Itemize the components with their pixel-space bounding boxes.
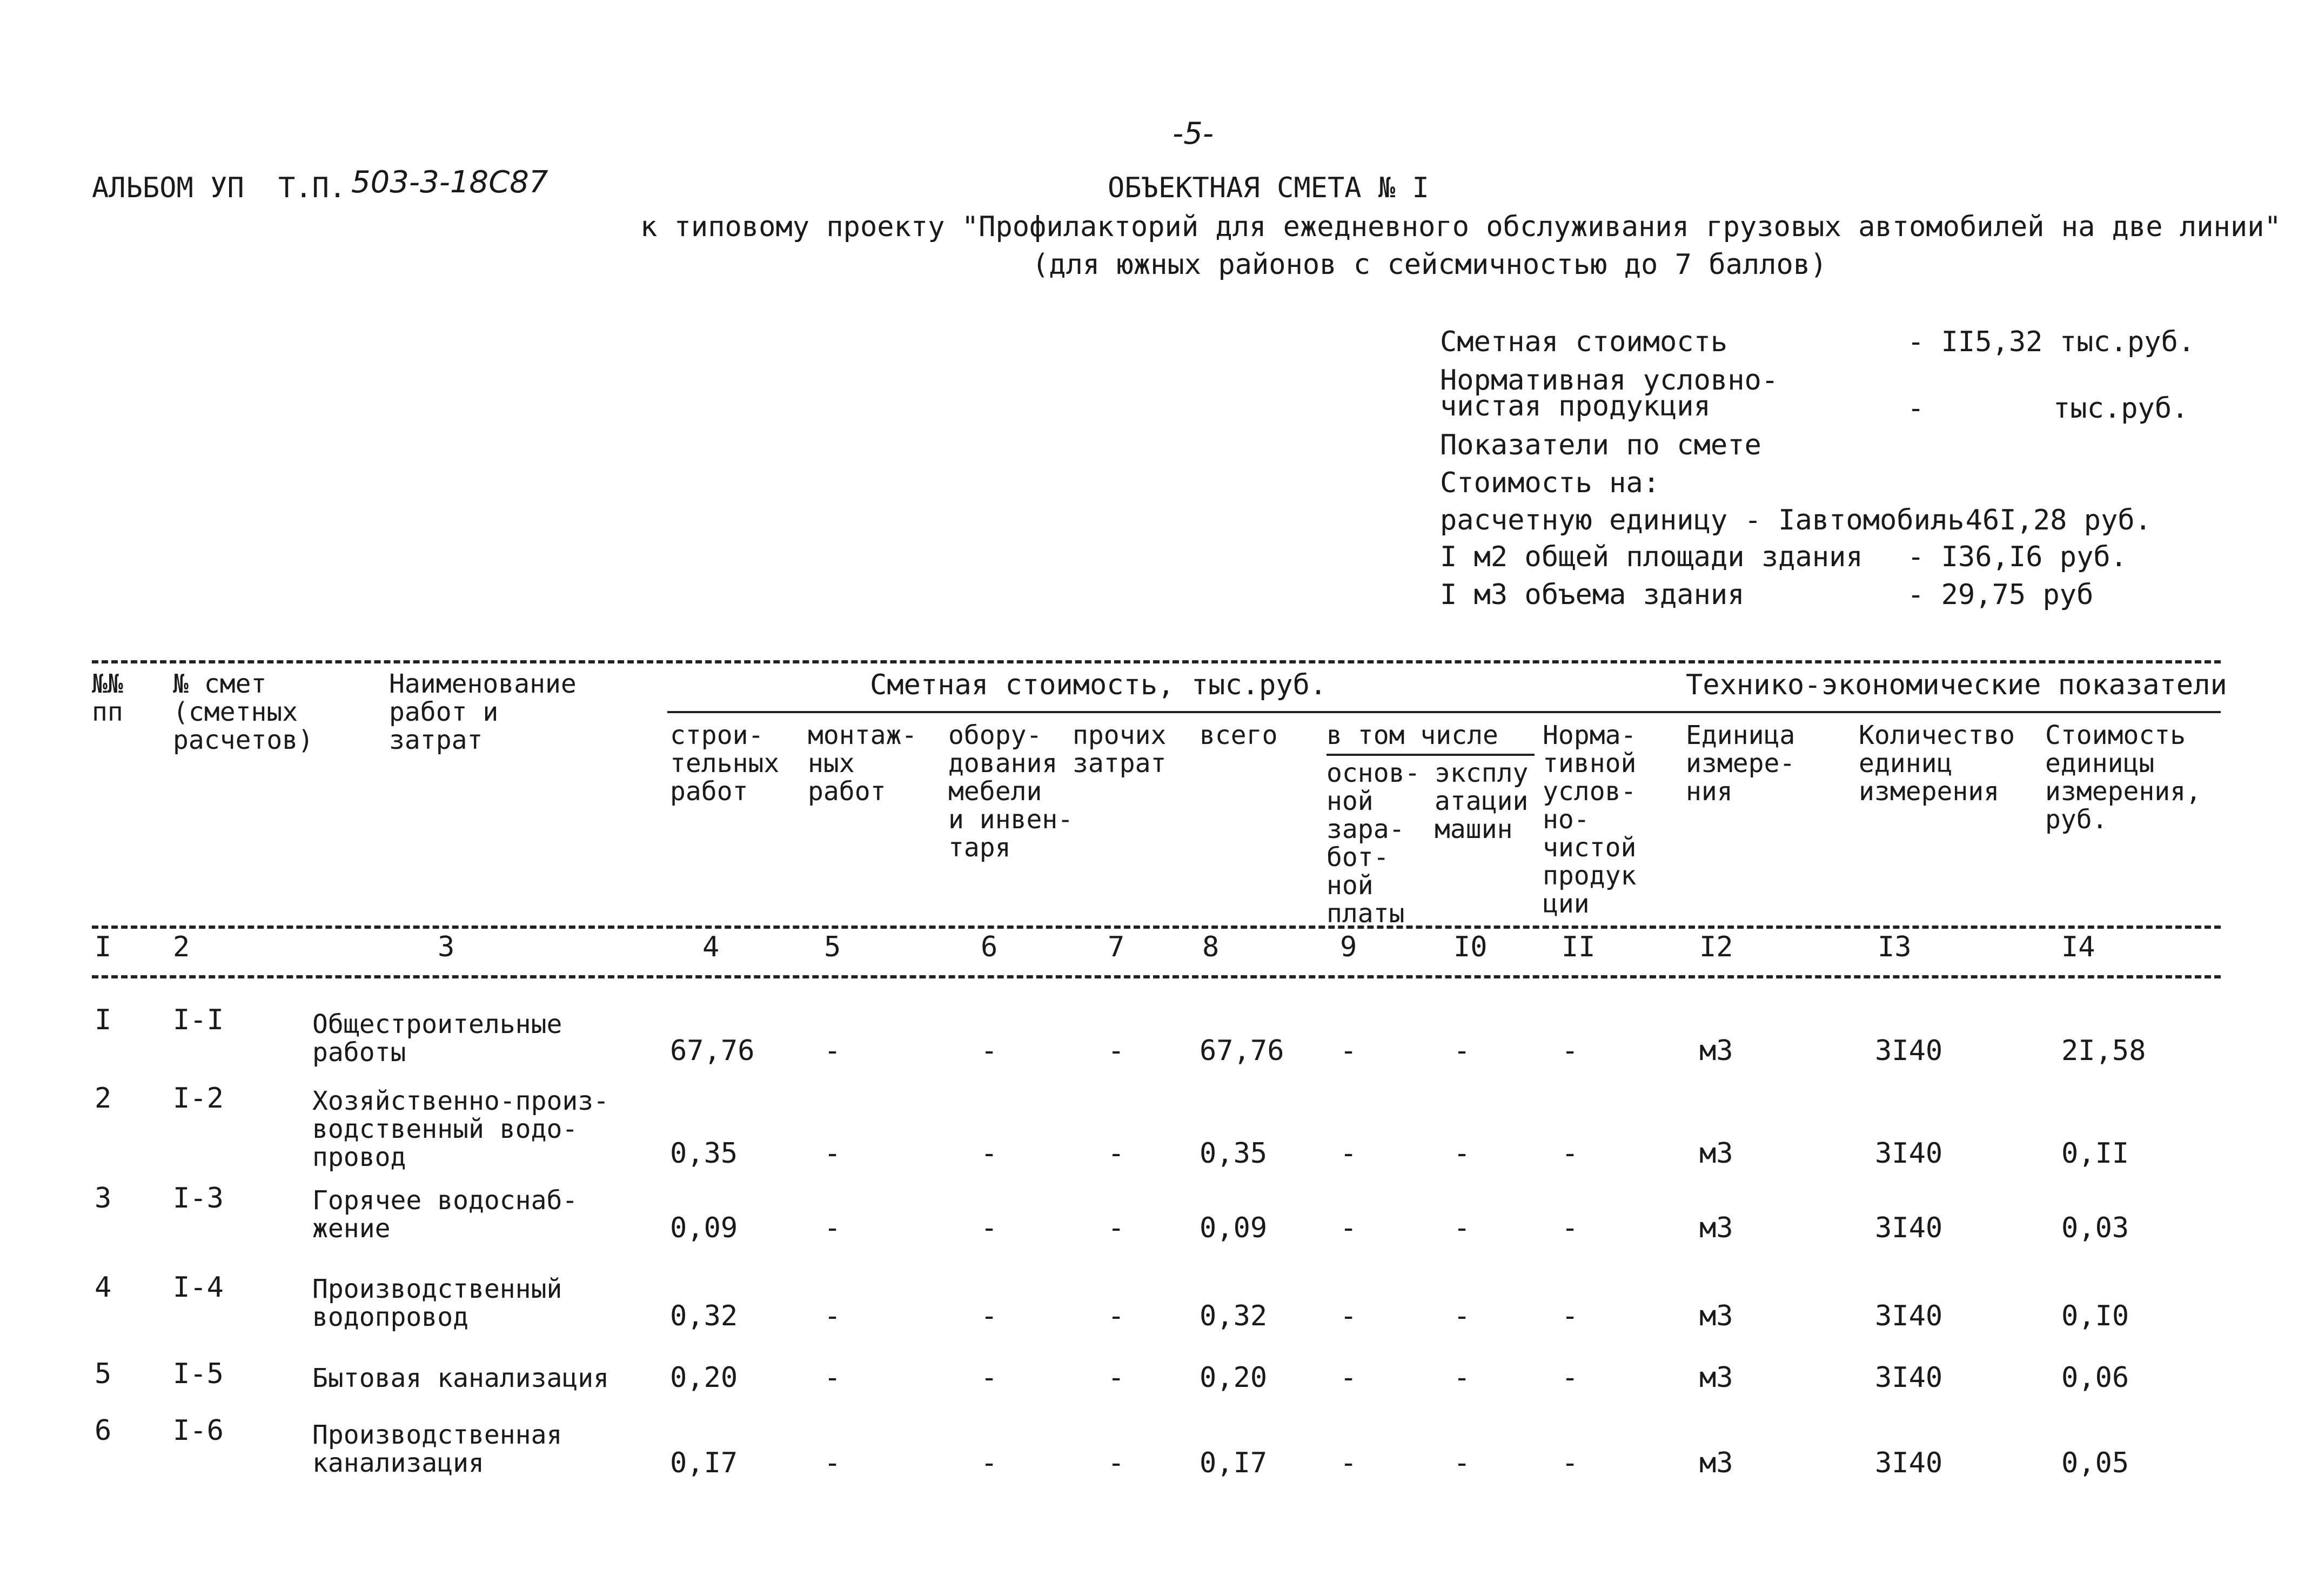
col-number: 9 [1340, 931, 1357, 963]
row-machine: - [1453, 1447, 1471, 1479]
row-mount: - [824, 1300, 841, 1332]
row-num: 2 [95, 1082, 112, 1115]
header-mount: монтаж- ных работ [808, 720, 917, 807]
col-numbers-rule [92, 975, 2221, 978]
row-unit: м3 [1699, 1447, 1733, 1479]
row-build: 0,20 [670, 1362, 738, 1394]
row-num: 6 [95, 1414, 112, 1447]
header-wage: основ- ной зара- бот- ной платы [1326, 758, 1421, 929]
row-mount: - [824, 1362, 841, 1394]
header-cost-group: Сметная стоимость, тыс.руб. [870, 669, 1327, 701]
row-other: - [1108, 1447, 1125, 1479]
summary-m2-label: I м2 общей площади здания [1440, 541, 1863, 573]
header-unit-cost: Стоимость единицы измерения, руб. [2045, 720, 2201, 835]
row-total: 0,I7 [1200, 1447, 1268, 1479]
col-number: I4 [2061, 931, 2095, 963]
col-number: II [1562, 931, 1596, 963]
row-calc: I-I [173, 1004, 224, 1036]
summary-cost-for: Стоимость на: [1440, 467, 1660, 499]
row-machine: - [1453, 1035, 1471, 1067]
header-num: №№ пп [92, 669, 123, 727]
row-total: 0,32 [1200, 1300, 1268, 1332]
col-number: I3 [1878, 931, 1912, 963]
row-wage: - [1340, 1300, 1357, 1332]
row-name: Производственная канализация [312, 1420, 562, 1478]
row-norm: - [1562, 1300, 1579, 1332]
row-norm: - [1562, 1362, 1579, 1394]
header-incl: в том числе [1326, 720, 1498, 750]
row-num: 3 [95, 1182, 112, 1215]
row-wage: - [1340, 1212, 1357, 1244]
summary-unit-value: - 46I,28 руб. [1932, 504, 2152, 537]
col-number: 7 [1108, 931, 1125, 963]
header-qty: Количество единиц измерения [1859, 720, 2015, 807]
row-unit-cost: 2I,58 [2061, 1035, 2146, 1067]
row-build: 0,35 [670, 1137, 738, 1170]
row-other: - [1108, 1137, 1125, 1170]
row-build: 0,09 [670, 1212, 738, 1244]
header-total: всего [1200, 720, 1278, 750]
row-equip: - [981, 1447, 998, 1479]
page-title: ОБЪЕКТНАЯ СМЕТА № I [1108, 172, 1429, 204]
page-number: -5- [1173, 116, 1214, 151]
tp-number: 503-3-18С87 [351, 165, 548, 200]
row-other: - [1108, 1362, 1125, 1394]
row-machine: - [1453, 1300, 1471, 1332]
row-mount: - [824, 1212, 841, 1244]
row-name: Общестроительные работы [312, 1009, 562, 1068]
row-name: Горячее водоснаб- жение [312, 1185, 578, 1244]
row-other: - [1108, 1300, 1125, 1332]
row-unit-cost: 0,06 [2061, 1362, 2129, 1394]
row-unit: м3 [1699, 1035, 1733, 1067]
row-wage: - [1340, 1362, 1357, 1394]
row-num: 5 [95, 1358, 112, 1390]
header-build: строи- тельных работ [670, 720, 780, 807]
row-wage: - [1340, 1137, 1357, 1170]
row-other: - [1108, 1035, 1125, 1067]
row-qty: 3I40 [1875, 1035, 1943, 1067]
summary-m2-value: - I36,I6 руб. [1907, 541, 2127, 573]
row-wage: - [1340, 1447, 1357, 1479]
row-unit-cost: 0,05 [2061, 1447, 2129, 1479]
row-calc: I-2 [173, 1082, 224, 1115]
row-total: 67,76 [1200, 1035, 1284, 1067]
col-number: I0 [1453, 931, 1488, 963]
row-num: 4 [95, 1271, 112, 1304]
col-number: 2 [173, 931, 190, 963]
row-name: Производственный водопровод [312, 1274, 562, 1332]
row-equip: - [981, 1137, 998, 1170]
row-total: 0,09 [1200, 1212, 1268, 1244]
row-machine: - [1453, 1137, 1471, 1170]
header-calc: № смет (сметных расчетов) [173, 669, 314, 755]
row-norm: - [1562, 1137, 1579, 1170]
row-unit-cost: 0,II [2061, 1137, 2129, 1170]
row-unit-cost: 0,I0 [2061, 1300, 2129, 1332]
table-top-rule [92, 660, 2221, 663]
col-number: 5 [824, 931, 841, 963]
row-num: I [95, 1004, 112, 1036]
row-unit: м3 [1699, 1300, 1733, 1332]
col-number: 4 [702, 931, 720, 963]
row-qty: 3I40 [1875, 1300, 1943, 1332]
header-bottom-rule [92, 926, 2221, 929]
row-norm: - [1562, 1212, 1579, 1244]
incl-rule [1326, 754, 1535, 756]
row-mount: - [824, 1447, 841, 1479]
col-number: 6 [981, 931, 998, 963]
row-build: 0,I7 [670, 1447, 738, 1479]
summary-norm-label: Нормативная условно- чистая продукция [1440, 364, 1779, 423]
col-number: I [95, 931, 112, 963]
col-number: 8 [1202, 931, 1220, 963]
summary-m3-value: - 29,75 руб [1907, 579, 2094, 611]
row-equip: - [981, 1035, 998, 1067]
summary-norm-unit: тыс.руб. [2053, 392, 2189, 425]
summary-cost-value: - II5,32 тыс.руб. [1907, 326, 2195, 358]
summary-norm-dash: - [1907, 392, 1925, 425]
row-calc: I-4 [173, 1271, 224, 1304]
row-qty: 3I40 [1875, 1362, 1943, 1394]
row-machine: - [1453, 1212, 1471, 1244]
summary-cost-label: Сметная стоимость [1440, 326, 1728, 358]
col-number: 3 [438, 931, 455, 963]
header-unit: Единица измере- ния [1686, 720, 1795, 807]
row-build: 67,76 [670, 1035, 755, 1067]
row-equip: - [981, 1362, 998, 1394]
header-machine: эксплу атации машин [1435, 758, 1529, 844]
row-norm: - [1562, 1447, 1579, 1479]
row-calc: I-3 [173, 1182, 224, 1215]
row-equip: - [981, 1300, 998, 1332]
album-label: АЛЬБОМ УП [92, 172, 244, 204]
tp-label: Т.П. [278, 172, 346, 204]
row-total: 0,35 [1200, 1137, 1268, 1170]
row-mount: - [824, 1035, 841, 1067]
row-mount: - [824, 1137, 841, 1170]
row-total: 0,20 [1200, 1362, 1268, 1394]
header-equip: обору- дования мебели и инвен- таря [948, 720, 1074, 863]
row-unit: м3 [1699, 1137, 1733, 1170]
row-calc: I-5 [173, 1358, 224, 1390]
header-norm: Норма- тивной услов- но- чистой продук ции [1543, 720, 1637, 919]
summary-indicators: Показатели по смете [1440, 429, 1761, 461]
row-machine: - [1453, 1362, 1471, 1394]
header-other: прочих затрат [1073, 720, 1167, 779]
subtitle-region: (для южных районов с сейсмичностью до 7 баллов) [1032, 249, 1827, 281]
subtitle-project: к типовому проекту "Профилакторий для ежедневного обслуживания грузовых автомобилей на две линии" [640, 211, 2281, 243]
row-calc: I-6 [173, 1414, 224, 1447]
row-norm: - [1562, 1035, 1579, 1067]
row-qty: 3I40 [1875, 1447, 1943, 1479]
row-equip: - [981, 1212, 998, 1244]
row-name: Хозяйственно-произ- водственный водо- провод [312, 1086, 609, 1172]
row-wage: - [1340, 1035, 1357, 1067]
row-qty: 3I40 [1875, 1137, 1943, 1170]
summary-m3-label: I м3 объема здания [1440, 579, 1745, 611]
row-name: Бытовая канализация [312, 1363, 609, 1393]
tech-group-rule [1686, 711, 2221, 713]
row-qty: 3I40 [1875, 1212, 1943, 1244]
col-number: I2 [1699, 931, 1733, 963]
header-name: Наименование работ и затрат [389, 669, 577, 755]
header-tech-group: Технико-экономические показатели [1686, 669, 2227, 701]
row-unit-cost: 0,03 [2061, 1212, 2129, 1244]
row-build: 0,32 [670, 1300, 738, 1332]
summary-unit-label: расчетную единицу - Iавтомобиль [1440, 504, 1965, 537]
row-unit: м3 [1699, 1212, 1733, 1244]
row-unit: м3 [1699, 1362, 1733, 1394]
row-other: - [1108, 1212, 1125, 1244]
